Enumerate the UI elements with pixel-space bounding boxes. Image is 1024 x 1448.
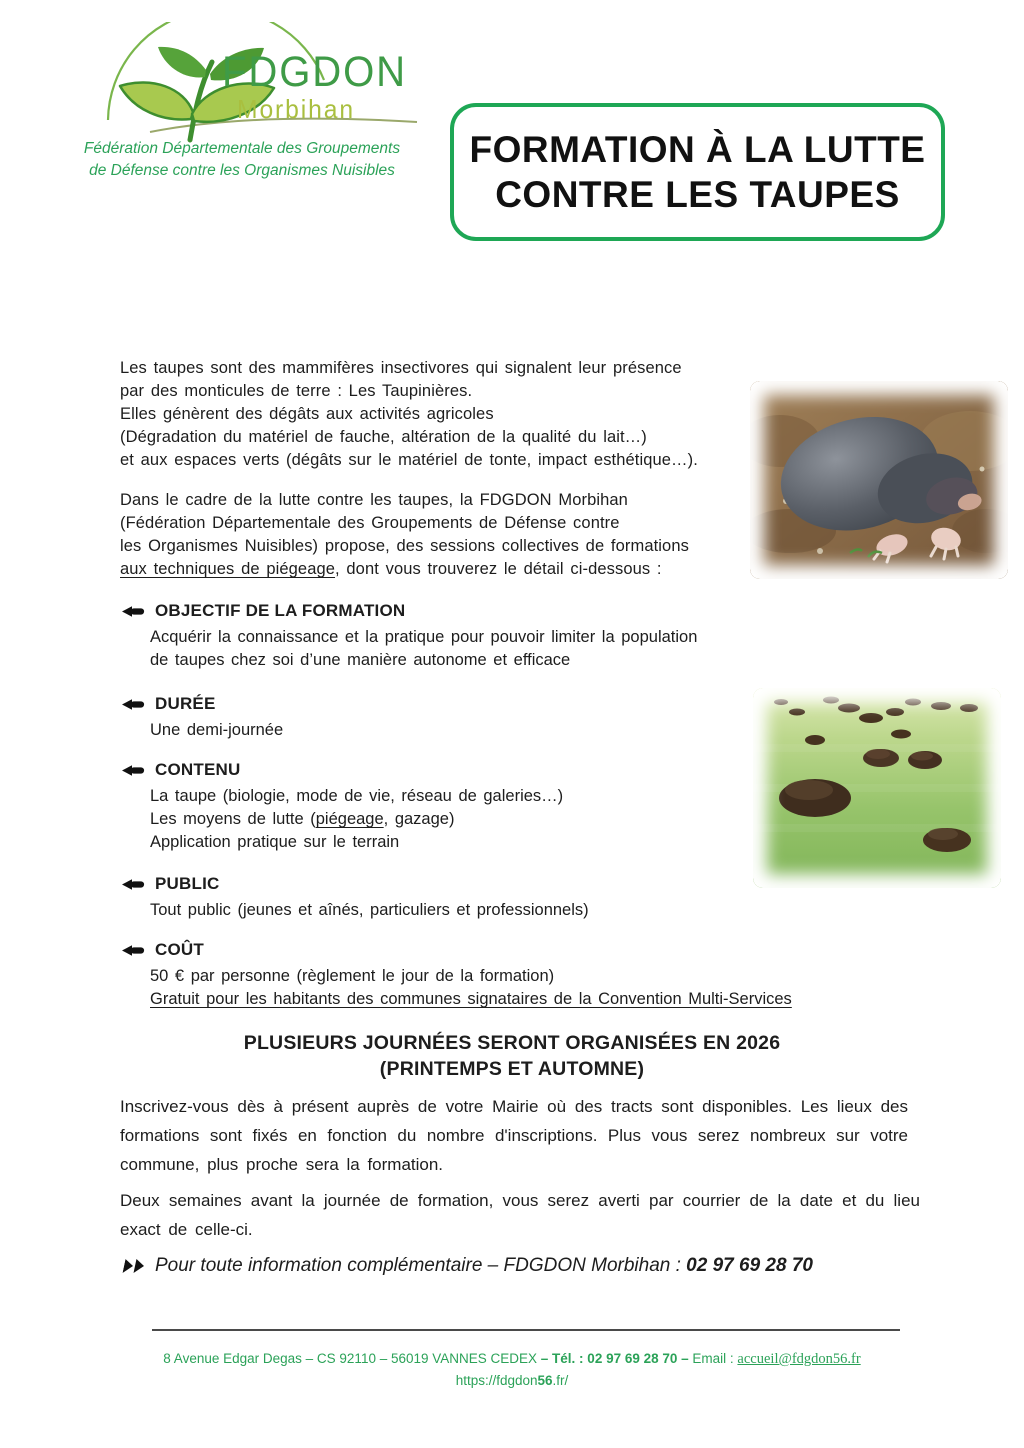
section-title: COÛT <box>155 940 204 959</box>
section-objectif <box>122 601 697 672</box>
seedling-logo-icon <box>92 22 422 144</box>
tagline-line2: de Défense contre les Organismes Nuisibles <box>89 162 395 179</box>
molehills-photo-image <box>753 688 1001 888</box>
mole-photo-image <box>750 381 1008 579</box>
context-line: les Organismes Nuisibles) propose, des sessions collectives de formations <box>120 537 689 555</box>
info-phone-number: 02 97 69 28 70 <box>686 1255 813 1276</box>
section-public <box>122 874 589 922</box>
body-line: Une demi-journée <box>150 721 284 739</box>
body-line: Application pratique sur le terrain <box>150 833 400 851</box>
context-line: Dans le cadre de la lutte contre les taupes, la FDGDON Morbihan <box>120 491 628 509</box>
footer-address-line <box>112 1348 912 1370</box>
section-cout <box>122 940 792 1011</box>
url-bold: 56 <box>537 1373 553 1388</box>
hand-pointer-icon <box>122 605 145 618</box>
page-title-line1: FORMATION À LA LUTTE <box>469 129 926 170</box>
section-objectif-heading <box>122 601 697 621</box>
intro-line: (Dégradation du matériel de fauche, altération de la qualité du lait…) <box>120 428 647 446</box>
section-cout-heading <box>122 940 792 960</box>
footer-url-line <box>112 1370 912 1392</box>
hand-pointer-icon <box>122 764 145 777</box>
line-pre: Les moyens de lutte ( <box>150 810 316 828</box>
section-duree-body <box>150 719 283 742</box>
context-paragraph <box>120 489 689 581</box>
body-line: Acquérir la connaissance et la pratique pour pouvoir limiter la population <box>150 628 698 646</box>
hand-pointer-icon <box>122 878 145 891</box>
logo-tagline <box>72 138 412 182</box>
section-title: DURÉE <box>155 694 216 713</box>
section-contenu <box>122 760 563 854</box>
section-title: CONTENU <box>155 760 241 779</box>
footer-email-link[interactable]: accueil@fdgdon56.fr <box>737 1351 861 1367</box>
inscription-paragraph: Inscrivez-vous dès à présent auprès de votre Mairie où des tracts sont disponibles. Les lieux des formations sont fixés en fonction du nombre d'inscriptions. Plus vous serez nombreux sur votre commune, plus proche sera la formation. <box>120 1097 908 1174</box>
footer-email-label: Email : <box>692 1351 738 1366</box>
line-post: , gazage) <box>383 810 455 828</box>
url-pre: https://fdgdon <box>455 1373 538 1388</box>
underlined-phrase: Gratuit pour les habitants des communes signataires de la Convention Multi-Services <box>150 990 792 1008</box>
announcement <box>117 1030 907 1082</box>
announcement-line1: PLUSIEURS JOURNÉES SERONT ORGANISÉES EN 2026 <box>243 1032 781 1054</box>
footer-url-link[interactable] <box>456 1373 569 1388</box>
context-line <box>120 558 689 581</box>
page-title-line2: CONTRE LES TAUPES <box>495 174 900 215</box>
intro-line: Elles génèrent des dégâts aux activités agricoles <box>120 405 494 423</box>
section-cout-body <box>150 965 792 1011</box>
section-public-body <box>150 899 589 922</box>
section-duree-heading <box>122 694 283 714</box>
body-line: 50 € par personne (règlement le jour de la formation) <box>150 967 555 985</box>
url-post: .fr/ <box>552 1373 569 1388</box>
molehills-photo <box>753 688 1001 888</box>
context-line-rest: , dont vous trouverez le détail ci-dessous : <box>335 560 662 578</box>
underlined-phrase: aux techniques de piégeage <box>120 560 336 578</box>
info-text <box>155 1255 813 1277</box>
context-line: (Fédération Départementale des Groupements de Défense contre <box>120 514 620 532</box>
body-line: Tout public (jeunes et aînés, particuliers et professionnels) <box>150 901 589 919</box>
section-duree <box>122 694 283 742</box>
logo-brand-text: FDGDON <box>222 48 407 96</box>
footer-divider <box>152 1329 900 1331</box>
footer-phone: – Tél. : 02 97 69 28 70 – <box>540 1351 693 1366</box>
section-contenu-heading <box>122 760 563 780</box>
intro-line: par des monticules de terre : Les Taupinières. <box>120 382 473 400</box>
body-line: de taupes chez soi d’une manière autonome et efficace <box>150 651 571 669</box>
intro-line: et aux espaces verts (dégâts sur le matériel de tonte, impact esthétique…). <box>120 451 698 469</box>
info-line <box>124 1255 813 1277</box>
notice-paragraph: Deux semaines avant la journée de formation, vous serez averti par courrier de la date et du lieu exact de celle-ci. <box>120 1191 920 1239</box>
announcement-line2: (PRINTEMPS ET AUTOMNE) <box>379 1058 645 1080</box>
body-line <box>150 988 792 1011</box>
body-line: La taupe (biologie, mode de vie, réseau de galeries…) <box>150 787 564 805</box>
intro-line: Les taupes sont des mammifères insectivores qui signalent leur présence <box>120 359 682 377</box>
body-line <box>150 808 563 831</box>
section-objectif-body <box>150 626 697 672</box>
intro-paragraph <box>120 357 698 472</box>
double-arrow-icon <box>123 1259 148 1273</box>
section-title: PUBLIC <box>155 874 220 893</box>
mole-photo <box>750 381 1008 579</box>
fdgdon-logo <box>92 22 422 142</box>
footer-address: 8 Avenue Edgar Degas – CS 92110 – 56019 VANNES CEDEX <box>163 1351 541 1366</box>
tagline-line1: Fédération Départementale des Groupements <box>83 140 401 157</box>
section-title: OBJECTIF DE LA FORMATION <box>155 601 406 620</box>
title-box <box>450 103 945 241</box>
logo-region-text: Morbihan <box>237 94 355 124</box>
section-public-heading <box>122 874 589 894</box>
hand-pointer-icon <box>122 698 145 711</box>
hand-pointer-icon <box>122 944 145 957</box>
underlined-phrase: piégeage <box>315 810 384 828</box>
footer <box>112 1348 912 1392</box>
section-contenu-body <box>150 785 563 854</box>
info-text-main: Pour toute information complémentaire – FDGDON Morbihan : <box>155 1255 687 1276</box>
